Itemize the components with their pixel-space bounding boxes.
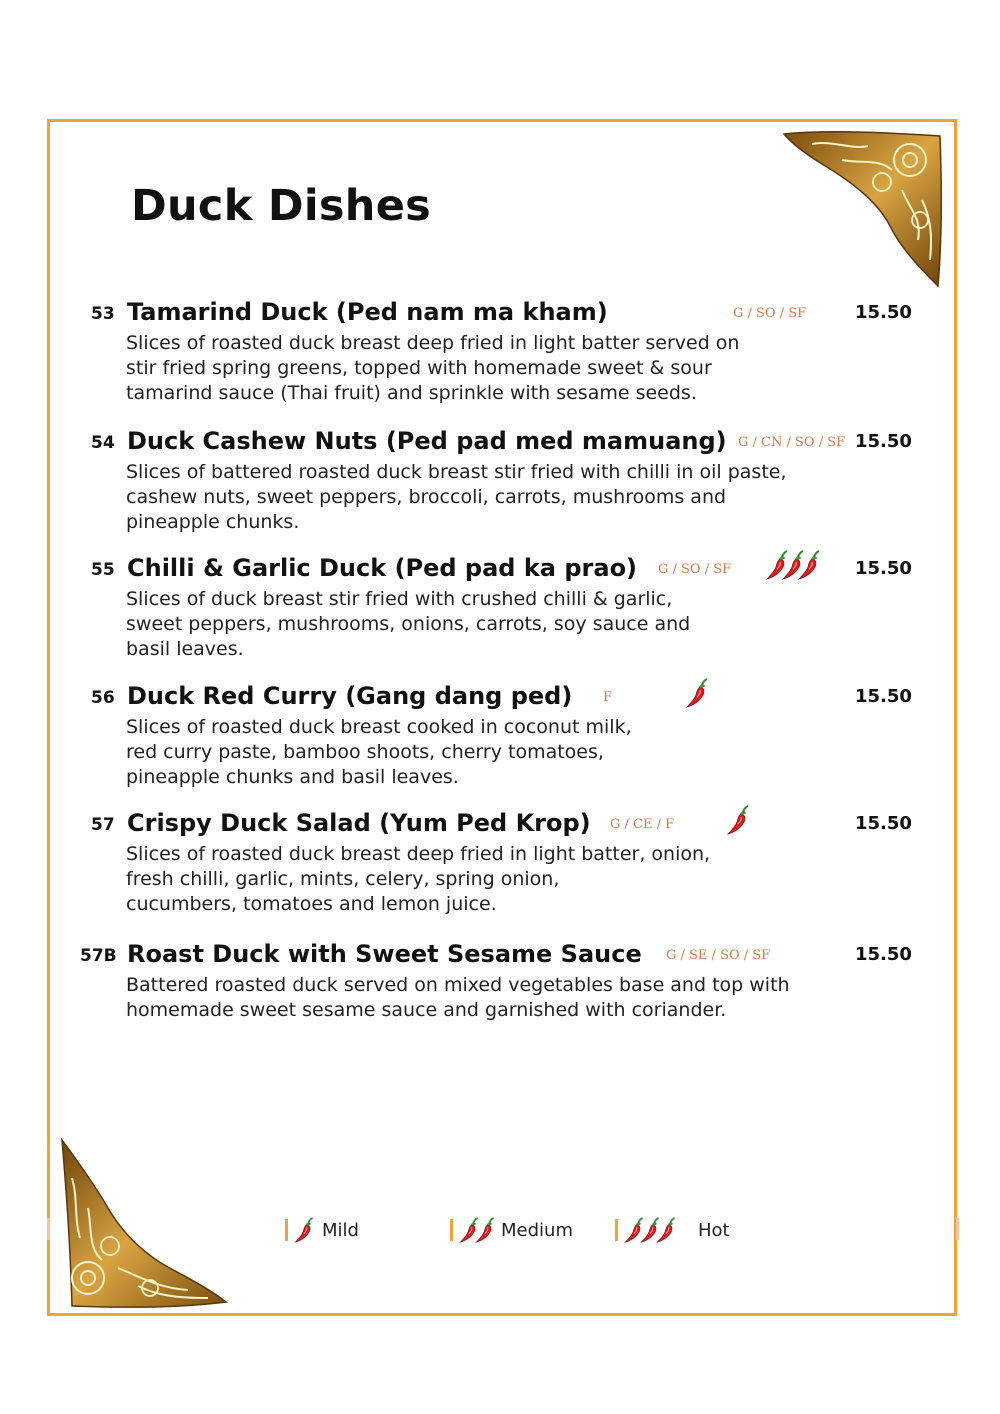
- description-line: Slices of duck breast stir fried with crushed chilli & garlic,: [126, 588, 673, 610]
- description-line: stir fried spring greens, topped with homemade sweet & sour: [126, 357, 712, 379]
- allergen-codes: G / SE / SO / SF: [666, 948, 771, 963]
- legend-heat-indicator: [459, 1217, 491, 1243]
- allergen-codes: G / SO / SF: [658, 562, 732, 577]
- description-line: Slices of roasted duck breast deep fried in light batter served on: [126, 332, 740, 354]
- legend-heat-indicator: [294, 1217, 310, 1243]
- heat-indicator: [686, 678, 702, 708]
- dish-price: 15.50: [855, 944, 912, 965]
- dish-description: [126, 973, 790, 1023]
- allergen-codes: G / CE / F: [610, 817, 675, 832]
- allergen-codes: G / SO / SF: [733, 306, 807, 321]
- chilli-icon: [294, 1217, 314, 1243]
- legend-divider: [285, 1219, 288, 1241]
- description-line: tamarind sauce (Thai fruit) and sprinkle with sesame seeds.: [126, 382, 697, 404]
- dish-number: 56: [91, 688, 115, 708]
- dish-name: Roast Duck with Sweet Sesame Sauce: [127, 940, 642, 968]
- dish-price: 15.50: [855, 686, 912, 707]
- legend-heat-indicator: [624, 1217, 672, 1243]
- legend-divider: [450, 1219, 453, 1241]
- dish-number: 57: [91, 815, 115, 835]
- dish-description: [126, 842, 710, 917]
- heat-indicator: [766, 550, 814, 580]
- legend-label: Hot: [698, 1219, 730, 1241]
- dish-name: Chilli & Garlic Duck (Ped pad ka prao): [127, 554, 638, 582]
- description-line: pineapple chunks.: [126, 511, 300, 533]
- description-line: Slices of battered roasted duck breast stir fried with chilli in oil paste,: [126, 461, 787, 483]
- allergen-codes: F: [603, 690, 613, 705]
- chilli-icon: [798, 550, 820, 580]
- description-line: sweet peppers, mushrooms, onions, carrots, soy sauce and: [126, 613, 691, 635]
- dish-description: [126, 587, 690, 662]
- dish-number: 53: [91, 304, 115, 324]
- description-line: Battered roasted duck served on mixed vegetables base and top with: [126, 974, 790, 996]
- dish-price: 15.50: [855, 431, 912, 452]
- dish-name: Duck Cashew Nuts (Ped pad med mamuang): [127, 427, 727, 455]
- dish-number: 55: [91, 560, 115, 580]
- dish-price: 15.50: [855, 302, 912, 323]
- heat-legend: [0, 1214, 1000, 1246]
- description-line: pineapple chunks and basil leaves.: [126, 766, 459, 788]
- chilli-icon: [686, 678, 708, 708]
- chilli-icon: [656, 1217, 676, 1243]
- chilli-icon: [727, 805, 749, 835]
- description-line: cashew nuts, sweet peppers, broccoli, carrots, mushrooms and: [126, 486, 727, 508]
- page-title: Duck Dishes: [131, 181, 432, 231]
- description-line: homemade sweet sesame sauce and garnished with coriander.: [126, 999, 727, 1021]
- description-line: cucumbers, tomatoes and lemon juice.: [126, 893, 497, 915]
- legend-label: Mild: [322, 1219, 359, 1241]
- legend-item-mild: [285, 1214, 359, 1246]
- legend-divider: [615, 1219, 618, 1241]
- legend-label: Medium: [501, 1219, 573, 1241]
- allergen-codes: G / CN / SO / SF: [738, 435, 846, 450]
- description-line: basil leaves.: [126, 638, 244, 660]
- dish-number: 57B: [80, 946, 117, 966]
- description-line: Slices of roasted duck breast cooked in coconut milk,: [126, 716, 632, 738]
- description-line: red curry paste, bamboo shoots, cherry tomatoes,: [126, 741, 604, 763]
- dish-price: 15.50: [855, 813, 912, 834]
- dish-name: Tamarind Duck (Ped nam ma kham): [127, 298, 608, 326]
- dish-number: 54: [91, 433, 115, 453]
- description-line: Slices of roasted duck breast deep fried in light batter, onion,: [126, 843, 711, 865]
- dish-name: Duck Red Curry (Gang dang ped): [127, 682, 573, 710]
- ornament-corner-top-right: [782, 130, 944, 288]
- dish-price: 15.50: [855, 558, 912, 579]
- legend-item-medium: [450, 1214, 573, 1246]
- dish-name: Crispy Duck Salad (Yum Ped Krop): [127, 809, 591, 837]
- dish-description: [126, 331, 739, 406]
- legend-item-hot: [615, 1214, 730, 1246]
- heat-indicator: [727, 805, 743, 835]
- chilli-icon: [475, 1217, 495, 1243]
- dish-description: [126, 460, 787, 535]
- dish-description: [126, 715, 632, 790]
- description-line: fresh chilli, garlic, mints, celery, spring onion,: [126, 868, 560, 890]
